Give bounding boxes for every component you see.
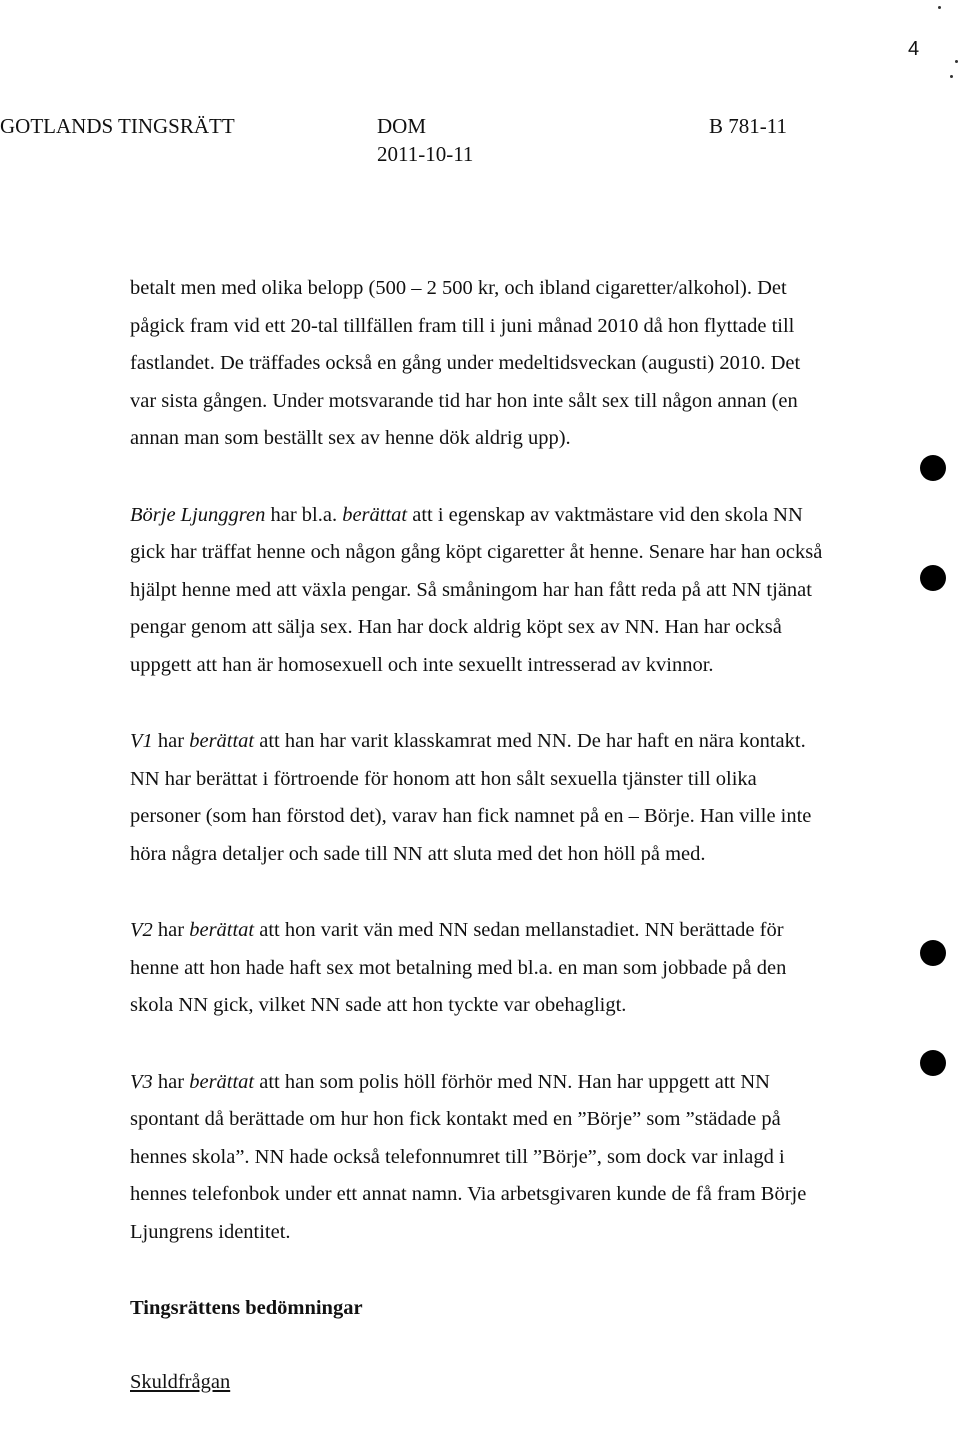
case-number: B 781-11	[709, 114, 787, 138]
punch-hole-mark	[920, 455, 946, 481]
paragraph-text: har bl.a.	[265, 503, 343, 526]
section-subheading: Skuldfrågan	[130, 1370, 231, 1393]
verb-emphasis: berättat	[189, 1070, 255, 1093]
paragraph-borje	[130, 497, 830, 685]
document-body	[130, 270, 830, 1440]
paragraph-text: har	[152, 730, 190, 752]
paragraph-v3	[130, 1064, 830, 1252]
paragraph-text: att i egenskap av vaktmästare vid den skola NN gick har träffat henne och någon gång köpt cigaretter åt henne. Senare har han också hjälpt henne med att växla pengar. Så småningom har han fått reda på att NN tjänat pengar genom att sälja sex. Han har dock aldrig köpt sex av NN. Han har också uppgett att han är homosexuell och inte sexuellt intresserad av kvinnor.	[130, 503, 823, 676]
witness-name: V3	[130, 1070, 153, 1093]
punch-hole-mark	[920, 1050, 946, 1076]
paragraph-text: har	[152, 919, 190, 941]
paragraph-text: har	[152, 1070, 190, 1093]
witness-name: V1	[130, 730, 153, 752]
court-name: GOTLANDS TINGSRÄTT	[0, 114, 235, 138]
paragraph-payment: betalt men med olika belopp (500 – 2 500 kr, och ibland cigaretter/alkohol). Det pågick fram vid ett 20-tal tillfällen fram till i juni månad 2010 då hon flyttade till fastlandet. De träffades också en gång under medeltidsveckan (augusti) 2010. Det var sista gången. Under motsvarande tid har hon inte sålt sex till någon annan (en annan man som beställt sex av henne dök aldrig upp).	[130, 277, 801, 449]
witness-name: V2	[130, 919, 153, 941]
scan-speck	[938, 6, 941, 9]
scan-speck	[950, 75, 953, 78]
punch-hole-mark	[920, 565, 946, 591]
section-heading: Tingsrättens bedömningar	[130, 1297, 363, 1319]
verb-emphasis: berättat	[189, 919, 255, 941]
paragraph-v1	[130, 723, 830, 873]
verb-emphasis: berättat	[342, 503, 408, 526]
paragraph-text: att hon varit vän med NN sedan mellanstadiet. NN berättade för henne att hon hade haft sex mot betalning med bl.a. en man som jobbade på den skola NN gick, vilket NN sade att hon tyckte var obehagligt.	[130, 919, 787, 1016]
verb-emphasis: berättat	[189, 730, 255, 752]
document-type: DOM	[377, 114, 427, 138]
witness-name: Börje Ljunggren	[130, 503, 266, 526]
document-date: 2011-10-11	[377, 142, 474, 166]
paragraph-v2	[130, 912, 830, 1025]
punch-hole-mark	[920, 940, 946, 966]
paragraph-text: att han som polis höll förhör med NN. Han har uppgett att NN spontant då berättade om hur hon fick kontakt med en ”Börje” som ”städade på hennes skola”. NN hade också telefonnumret till ”Börje”, som dock var inlagd i hennes telefonbok under ett annat namn. Via arbetsgivaren kunde de få fram Börje Ljungrens identitet.	[130, 1070, 807, 1243]
scan-speck	[955, 60, 958, 63]
paragraph-text: att han har varit klasskamrat med NN. De har haft en nära kontakt. NN har berättat i förtroende för honom att hon sålt sexuella tjänster till olika personer (som han förstod det), varav han fick namnet på en – Börje. Han ville inte höra några detaljer och sade till NN att sluta med det hon höll på med.	[130, 730, 812, 865]
page-number: 4	[908, 38, 920, 60]
